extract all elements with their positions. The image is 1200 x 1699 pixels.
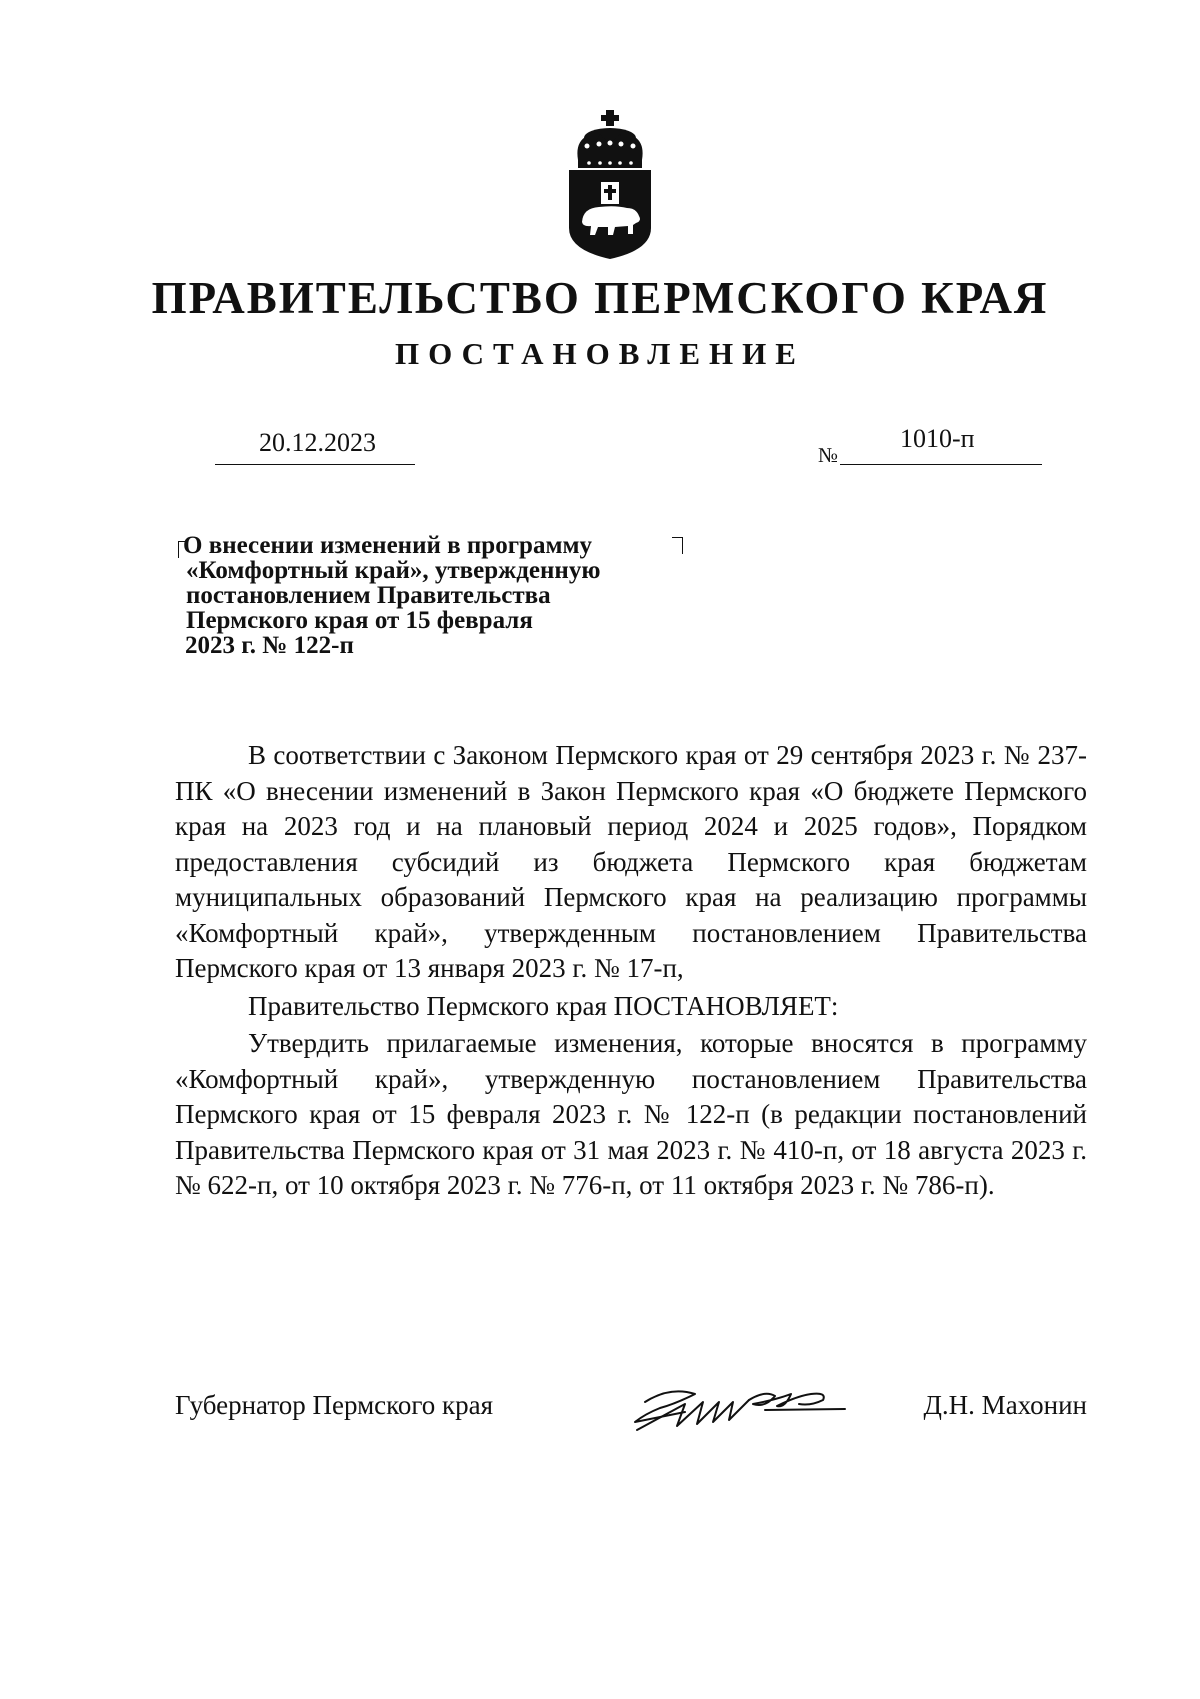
document-date-field [215, 428, 415, 465]
subject-line: О внесении изменений в программу [183, 532, 593, 559]
body-paragraph-preamble: В соответствии с Законом Пермского края от 29 сентября 2023 г. № 237-ПК «О внесении изменений в Закон Пермского края «О бюджете Пермского края на 2023 год и на плановый период 2024 и 2025 годов», Порядком предоставления субсидий из бюджета Пермского края бюджетам муниципальных образований Пермского края на реализацию программы «Комфортный край», утвержденным постановлением Правительства Пермского края от 13 января 2023 г. № 17-п, [175, 740, 1087, 983]
subject-line: Пермского края от 15 февраля [186, 607, 533, 634]
signer-title: Губернатор Пермского края [175, 1390, 494, 1420]
perm-krai-coat-of-arms-icon [565, 108, 655, 260]
document-date: 20.12.2023 [259, 428, 376, 457]
subject-line: постановлением Правительства [186, 582, 551, 609]
signature-block [175, 1390, 1087, 1440]
document-number: 1010-п [900, 424, 975, 453]
subject-line: 2023 г. № 122-п [185, 632, 354, 659]
document-body [175, 738, 1087, 1204]
document-type: ПОСТАНОВЛЕНИЕ [395, 336, 805, 371]
body-paragraph-decision: Утвердить прилагаемые изменения, которые вносятся в программу «Комфортный край», утвержденную постановлением Правительства Пермского края от 15 февраля 2023 г. № 122-п (в редакции постановлений Правительства Пермского края от 31 мая 2023 г. № 410-п, от 18 августа 2023 г. № 622-п, от 10 октября 2023 г. № 776-п, от 11 октября 2023 г. № 786-п). [175, 1028, 1087, 1200]
document-number-label: № [818, 443, 839, 467]
document-number-field [840, 424, 1042, 465]
organization-title: ПРАВИТЕЛЬСТВО ПЕРМСКОГО КРАЯ [151, 273, 1049, 323]
handwritten-signature-icon [615, 1374, 855, 1444]
subject-line: «Комфортный край», утвержденную [186, 557, 601, 584]
body-paragraph-resolution: Правительство Пермского края ПОСТАНОВЛЯЕТ: [248, 990, 839, 1021]
document-subject [183, 533, 683, 658]
signer-name: Д.Н. Махонин [923, 1390, 1087, 1420]
